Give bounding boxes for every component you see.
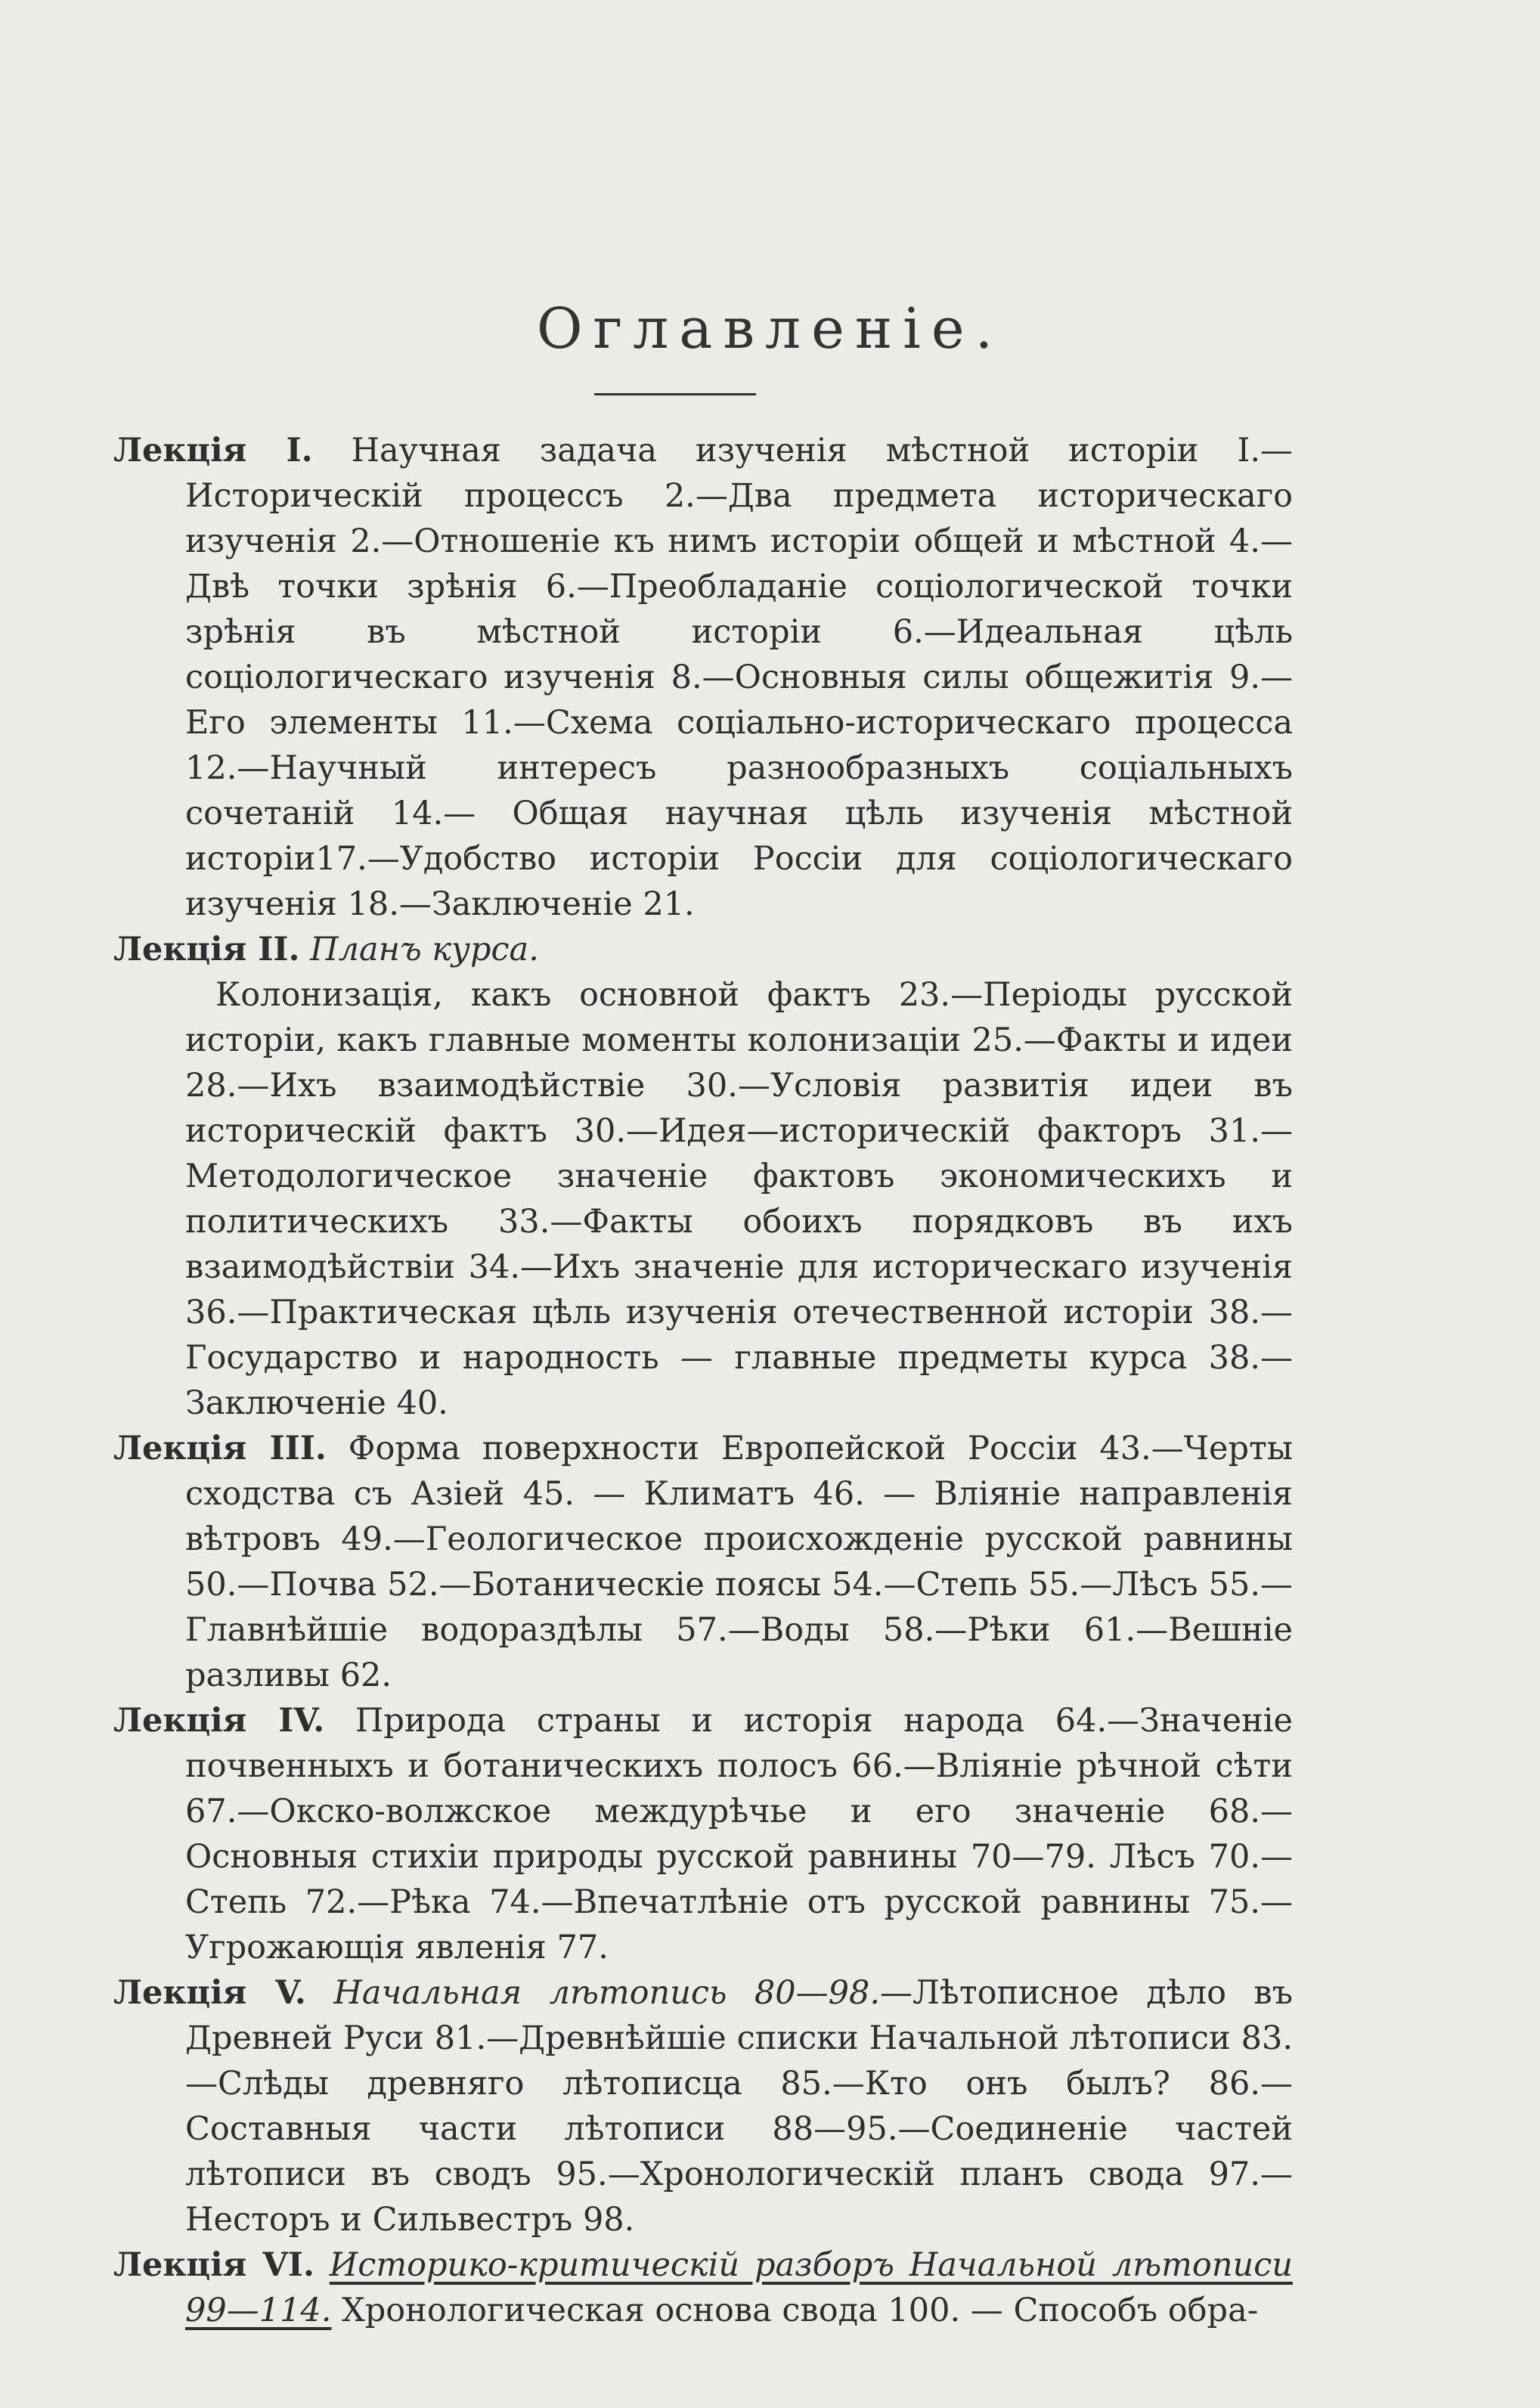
lecture-contents: —Лѣтописное дѣло въ Древней Руси 81.—Древнѣйшіе списки Начальной лѣтописи 83.—Слѣды древняго лѣтописца 85.—Кто онъ былъ? 86.—Составныя части лѣтописи 88—95.—Соединеніе частей лѣтописи въ сводъ 95.—Хронологическій планъ свода 97.—Несторъ и Сильвестръ 98. (185, 1974, 1293, 2239)
lecture-label: Лекція III. (113, 1430, 327, 1467)
lecture-label: Лекція II. (113, 931, 300, 968)
lecture-contents: Природа страны и исторія народа 64.—Значеніе почвенныхъ и ботаническихъ полосъ 66.—Вліяніе рѣчной сѣти 67.—Окско-волжское междурѣчье и его значеніе 68.—Основныя стихіи природы русской равнины 70—79. Лѣсъ 70.—Степь 72.—Рѣка 74.—Впечатлѣніе отъ русской равнины 75.—Угрожающія явленія 77. (185, 1702, 1293, 1966)
lecture-label: Лекція I. (113, 432, 313, 470)
table-of-contents (113, 428, 1293, 2333)
lecture-title: Историко-критическій разборъ Начальной лѣтописи 99—114. (185, 2246, 1293, 2329)
lecture-title: Начальная лѣтопись 80—98. (333, 1974, 880, 2012)
lecture-contents: Форма поверхности Европейской Россіи 43.—Черты сходства съ Азіей 45. — Климатъ 46. — Вліяніе направленія вѣтровъ 49.—Геологическое происхожденіе русской равнины 50.—Почва 52.—Ботаническіе поясы 54.—Степь 55.—Лѣсъ 55.—Главнѣйшіе водораздѣлы 57.—Воды 58.—Рѣки 61.—Вешніе разливы 62. (185, 1430, 1293, 1694)
toc-entry-lecture-4 (113, 1698, 1293, 1970)
lecture-contents: Хронологическая основа свода 100. — Способъ обра- (342, 2292, 1259, 2329)
toc-entry-lecture-2-contents: Колонизація, какъ основной фактъ 23.—Періоды русской исторіи, какъ главные моменты колонизаціи 25.—Факты и идеи 28.—Ихъ взаимодѣйствіе 30.—Условія развитія идеи въ историческій фактъ 30.—Идея—историческій факторъ 31.—Методологическое значеніе фактовъ экономическихъ и политическихъ 33.—Факты обоихъ порядковъ въ ихъ взаимодѣйствіи 34.—Ихъ значеніе для историческаго изученія 36.—Практическая цѣль изученія отечественной исторіи 38.—Государство и народность — главные предметы курса 38.—Заключеніе 40. (185, 976, 1293, 1422)
toc-entry-lecture-1 (113, 428, 1293, 927)
page-title: Оглавленіе. (536, 296, 1004, 361)
lecture-label: Лекція IV. (113, 1702, 325, 1740)
lecture-contents: Научная задача изученія мѣстной исторіи I.—Историческій процессъ 2.—Два предмета историческаго изученія 2.—Отношеніе къ нимъ исторіи общей и мѣстной 4.—Двѣ точки зрѣнія 6.—Преобладаніе соціологической точки зрѣнія въ мѣстной исторіи 6.—Идеальная цѣль соціологическаго изученія 8.—Основныя силы общежитія 9.—Его элементы 11.—Схема соціально-историческаго процесса 12.—Научный интересъ разнообразныхъ соціальныхъ сочетаній 14.— Общая научная цѣль изученія мѣстной исторіи17.—Удобство исторіи Россіи для соціологическаго изученія 18.—Заключеніе 21. (185, 432, 1293, 923)
toc-entry-lecture-2 (113, 927, 1293, 972)
title-underline-rule (594, 393, 756, 395)
lecture-label: Лекція V. (113, 1974, 306, 2012)
toc-entry-lecture-3 (113, 1426, 1293, 1698)
lecture-title: Планъ курса. (310, 931, 539, 968)
toc-entry-lecture-6 (113, 2242, 1293, 2333)
toc-entry-lecture-5 (113, 1970, 1293, 2242)
lecture-label: Лекція VI. (113, 2246, 315, 2284)
